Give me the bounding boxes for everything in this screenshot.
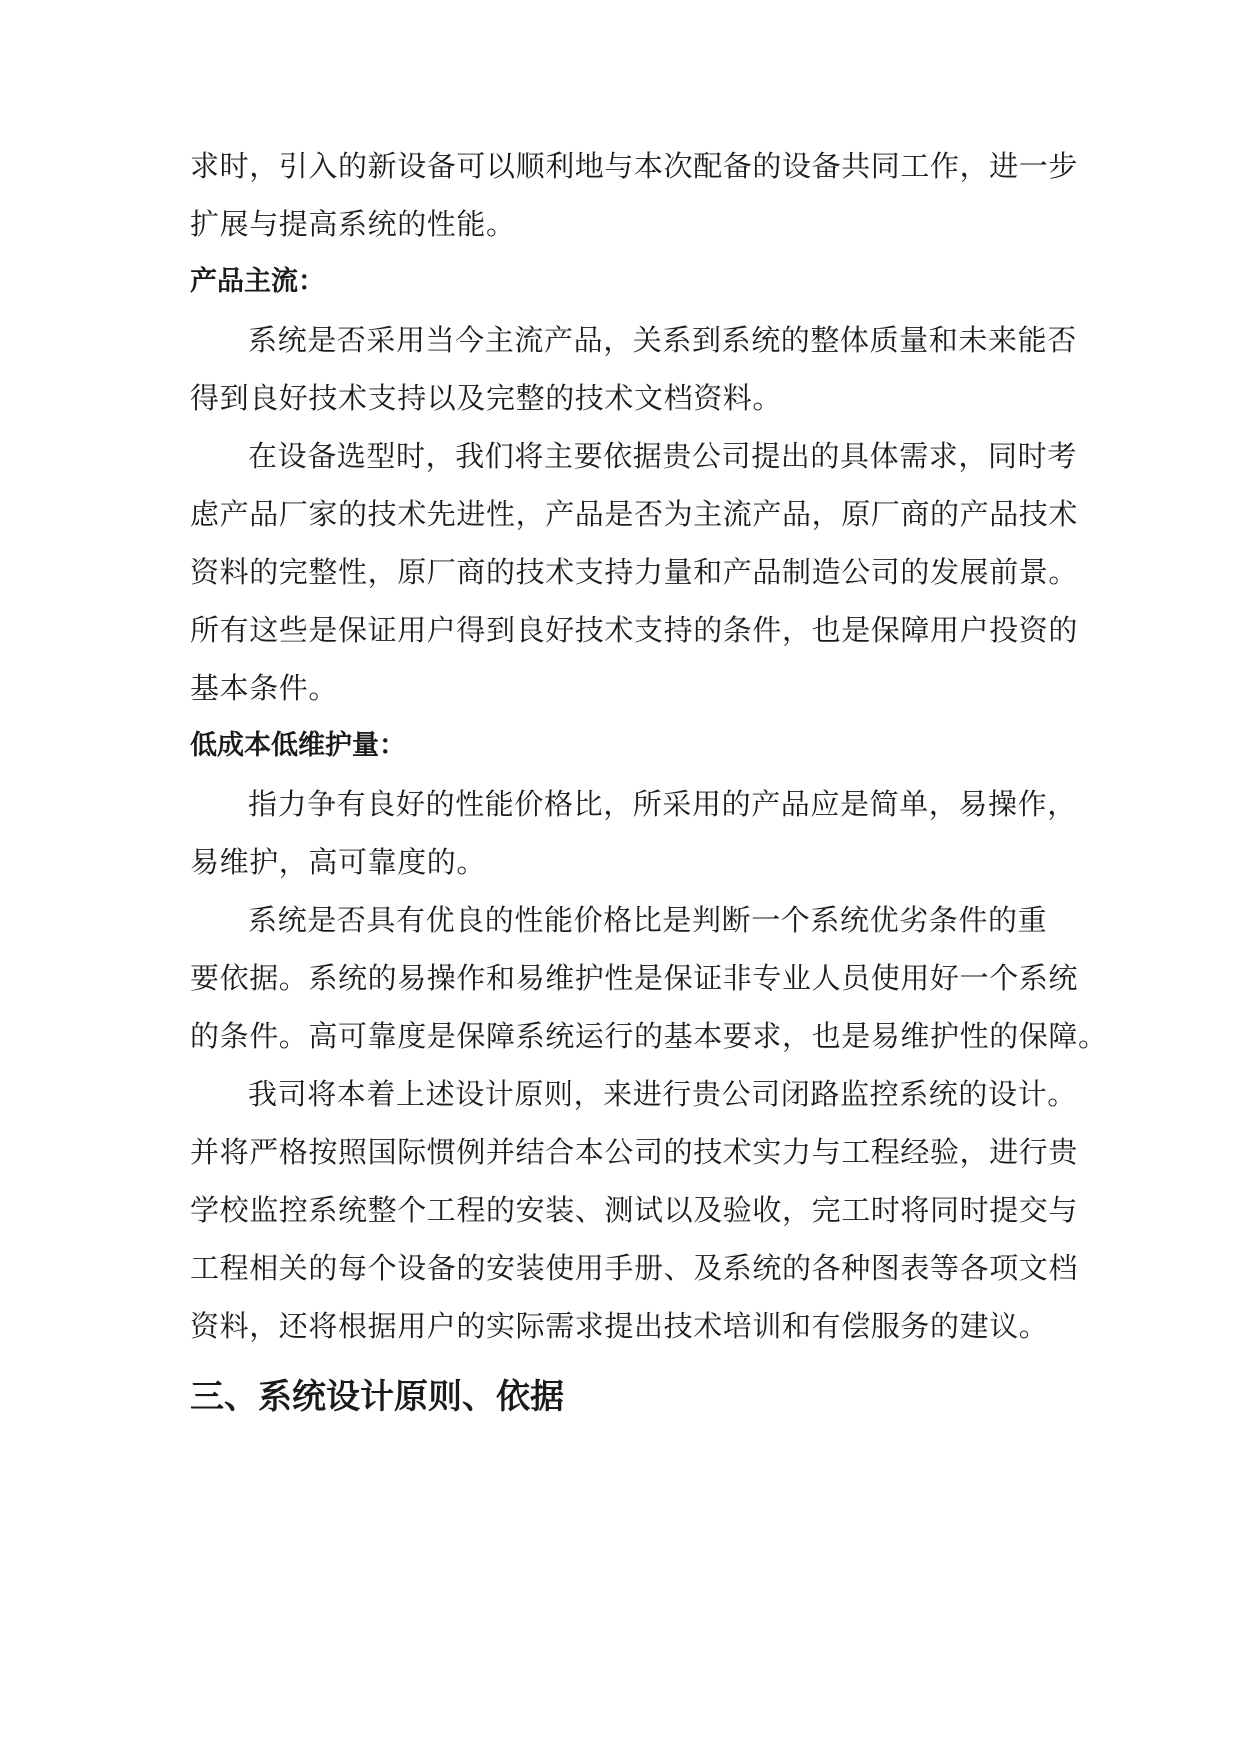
paragraph-line: 资料的完整性，原厂商的技术支持力量和产品制造公司的发展前景。 (190, 555, 1079, 589)
paragraph-line: 在设备选型时，我们将主要依据贵公司提出的具体需求，同时考 (248, 439, 1077, 473)
paragraph-line: 工程相关的每个设备的安装使用手册、及系统的各种图表等各项文档 (190, 1251, 1079, 1285)
paragraph-line: 易维护，高可靠度的。 (190, 845, 487, 879)
paragraph-line: 系统是否采用当今主流产品，关系到系统的整体质量和未来能否 (248, 323, 1077, 357)
paragraph-line: 学校监控系统整个工程的安装、测试以及验收，完工时将同时提交与 (190, 1193, 1079, 1227)
paragraph-line: 系统是否具有优良的性能价格比是判断一个系统优劣条件的重 (248, 903, 1048, 937)
section-heading: 三、系统设计原则、依据 (190, 1377, 564, 1417)
paragraph-line: 扩展与提高系统的性能。 (190, 207, 516, 241)
paragraph-line: 我司将本着上述设计原则，来进行贵公司闭路监控系统的设计。 (248, 1077, 1077, 1111)
subheading-product-mainstream: 产品主流： (190, 266, 325, 297)
paragraph-line: 要依据。系统的易操作和易维护性是保证非专业人员使用好一个系统 (190, 961, 1079, 995)
paragraph-line: 并将严格按照国际惯例并结合本公司的技术实力与工程经验，进行贵 (190, 1135, 1079, 1169)
paragraph-line: 的条件。高可靠度是保障系统运行的基本要求，也是易维护性的保障。 (190, 1019, 1108, 1053)
paragraph-line: 虑产品厂家的技术先进性，产品是否为主流产品，原厂商的产品技术 (190, 497, 1079, 531)
paragraph-line: 得到良好技术支持以及完整的技术文档资料。 (190, 381, 783, 415)
paragraph-line: 资料，还将根据用户的实际需求提出技术培训和有偿服务的建议。 (190, 1309, 1049, 1343)
paragraph-line: 指力争有良好的性能价格比，所采用的产品应是简单，易操作， (248, 787, 1077, 821)
paragraph-line: 所有这些是保证用户得到良好技术支持的条件，也是保障用户投资的 (190, 613, 1079, 647)
paragraph-line: 求时，引入的新设备可以顺利地与本次配备的设备共同工作，进一步 (190, 149, 1079, 183)
subheading-low-cost: 低成本低维护量： (190, 730, 406, 761)
paragraph-line: 基本条件。 (190, 671, 339, 705)
